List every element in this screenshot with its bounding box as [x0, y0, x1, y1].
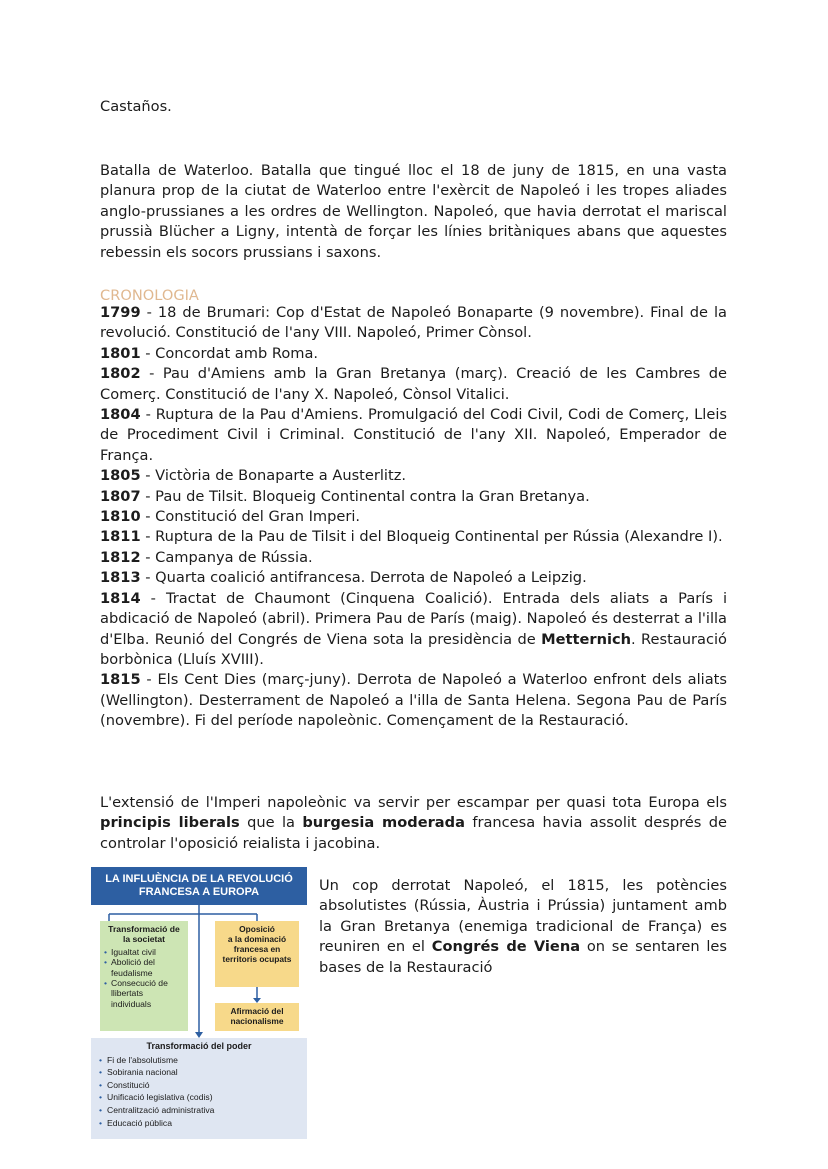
entry-text: - Ruptura de la Pau d'Amiens. Promulgació del Codi Civil, Codi de Comerç, Lleis de Procediment Civil i Criminal. Constitució de l'any XII. Napoleó, Emperador de França.: [100, 406, 727, 464]
bold-run: principis liberals: [100, 814, 240, 832]
text-run: on se sentaren les bases de la Restauració: [319, 938, 727, 976]
cronologia-entry: [100, 527, 727, 547]
cronologia-entry: [100, 364, 727, 405]
entry-year: 1801: [100, 344, 141, 362]
cronologia-entry: [100, 344, 727, 364]
entry-text: - Els Cent Dies (març-juny). Derrota de Napoleó a Waterloo enfront dels aliats (Wellington). Desterrament de Napoleó a l'illa de Santa Helena. Segona Pau de París (novembre). Fi del període napoleònic. Començament de la Restauració.: [100, 671, 727, 730]
nacionalisme-box: Afirmació del nacionalisme: [215, 1003, 299, 1031]
entry-year: 1815: [100, 671, 141, 689]
cronologia-entry: [100, 507, 727, 527]
entry-text: - Concordat amb Roma.: [140, 344, 319, 362]
oposicio-box: [215, 921, 299, 987]
list-item: • Constitució: [99, 1079, 299, 1092]
congres-paragraph: [319, 876, 727, 978]
societat-box: [100, 921, 188, 1031]
entry-text: - Pau de Tilsit. Bloqueig Continental contra la Gran Bretanya.: [140, 487, 590, 505]
list-item: • Unificació legislativa (codis): [99, 1091, 299, 1104]
cronologia-entry: [100, 548, 727, 568]
entry-text: - Ruptura de la Pau de Tilsit i del Bloqueig Continental per Rússia (Alexandre I).: [140, 528, 723, 546]
societat-heading: Transformació de la societat: [108, 924, 180, 945]
cronologia-entry: [100, 670, 727, 731]
entry-text: - Pau d'Amiens amb la Gran Bretanya (març). Creació de les Cambres de Comerç. Constitució de l'any X. Napoleó, Cònsol Vitalici.: [100, 365, 727, 403]
oposicio-body: a la dominació francesa en territoris ocupats: [222, 934, 292, 964]
entry-year: 1814: [100, 589, 141, 607]
waterloo-paragraph: Batalla de Waterloo. Batalla que tingué lloc el 18 de juny de 1815, en una vasta planura prop de la ciutat de Waterloo entre l'exèrcit de Napoleó i les tropes aliades anglo-prussianes a les ordres de Wellington. Napoleó, que havia derrotat el mariscal prussià Blücher a Ligny, intentà de forçar les línies britàniques abans que aquestes rebessin els socors prussians i saxons.: [100, 162, 727, 261]
list-item: • Centralització administrativa: [99, 1104, 299, 1117]
entry-year: 1810: [100, 508, 141, 526]
entry-year: 1804: [100, 406, 141, 424]
entry-text: - Tractat de Chaumont (Cinquena Coalició). Entrada dels aliats a París i abdicació de Napoleó (abril). Primera Pau de París (maig). Napoleó és desterrat a l'illa d'Elba. Reunió del Congrés de Viena sota la presidència de: [100, 589, 727, 648]
entry-text: - Victòria de Bonaparte a Austerlitz.: [140, 467, 407, 485]
cronologia-entry: [100, 405, 727, 466]
text-run: Un cop derrotat Napoleó, el 1815, les potències absolutistes (Rússia, Àustria i Prússia) juntament amb la Gran Bretanya (enemiga tradicional de França) es reuniren en el: [319, 877, 727, 956]
entry-bold: Metternich: [541, 630, 632, 648]
entry-year: 1813: [100, 569, 141, 587]
entry-text: - Quarta coalició antifrancesa. Derrota de Napoleó a Leipzig.: [140, 569, 587, 587]
text-run: L'extensió de l'Imperi napoleònic va servir per escampar per quasi tota Europa els: [100, 794, 727, 811]
entry-tail: . Restauració borbònica (Lluís XVIII).: [100, 630, 727, 668]
diagram-title-line: LA INFLUÈNCIA DE LA REVOLUCIÓ: [105, 873, 293, 885]
list-item: • Abolició del feudalisme: [104, 957, 184, 978]
societat-list: [104, 947, 184, 1009]
list-item: • Sobirania nacional: [99, 1066, 299, 1079]
diagram-title-line: FRANCESA A EUROPA: [138, 886, 260, 898]
cronologia-entry: [100, 568, 727, 588]
entry-year: 1799: [100, 304, 141, 321]
text-run: que la: [239, 814, 303, 832]
bold-run: Congrés de Viena: [431, 938, 581, 956]
entry-year: 1812: [100, 548, 141, 566]
cronologia-entry: [100, 589, 727, 671]
entry-year: 1807: [100, 487, 141, 505]
list-item: • Fi de l'absolutisme: [99, 1054, 299, 1067]
poder-list: [99, 1054, 299, 1130]
text-run: francesa havia assolit després de controlar l'oposició reialista i jacobina.: [100, 814, 727, 852]
bold-run: burgesia moderada: [302, 814, 465, 832]
cronologia-entry: [100, 487, 727, 507]
entry-text: - 18 de Brumari: Cop d'Estat de Napoleó Bonaparte (9 novembre). Final de la revolució. Constitució de l'any VIII. Napoleó, Primer Cònsol.: [100, 304, 727, 342]
entry-text: - Campanya de Rússia.: [140, 548, 313, 566]
list-item: • Educació pública: [99, 1117, 299, 1130]
extensio-paragraph: [100, 793, 727, 854]
cronologia-list: [100, 303, 727, 732]
cronologia-heading: CRONOLOGIA: [100, 287, 199, 304]
list-item: • Igualtat civil: [104, 947, 184, 957]
oposicio-heading: Oposició: [239, 924, 275, 934]
entry-year: 1802: [100, 365, 141, 383]
entry-year: 1811: [100, 528, 141, 546]
cronologia-entry: [100, 466, 727, 486]
entry-year: 1805: [100, 467, 141, 485]
diagram-title: [91, 867, 307, 905]
entry-text: - Constitució del Gran Imperi.: [140, 508, 361, 526]
list-item: • Consecució de llibertats individuals: [104, 978, 184, 1009]
revolution-influence-diagram: [91, 867, 307, 1139]
poder-heading: Transformació del poder: [146, 1041, 252, 1051]
poder-box: [91, 1038, 307, 1139]
castanos-paragraph: Castaños.: [100, 98, 172, 115]
cronologia-entry: [100, 303, 727, 344]
